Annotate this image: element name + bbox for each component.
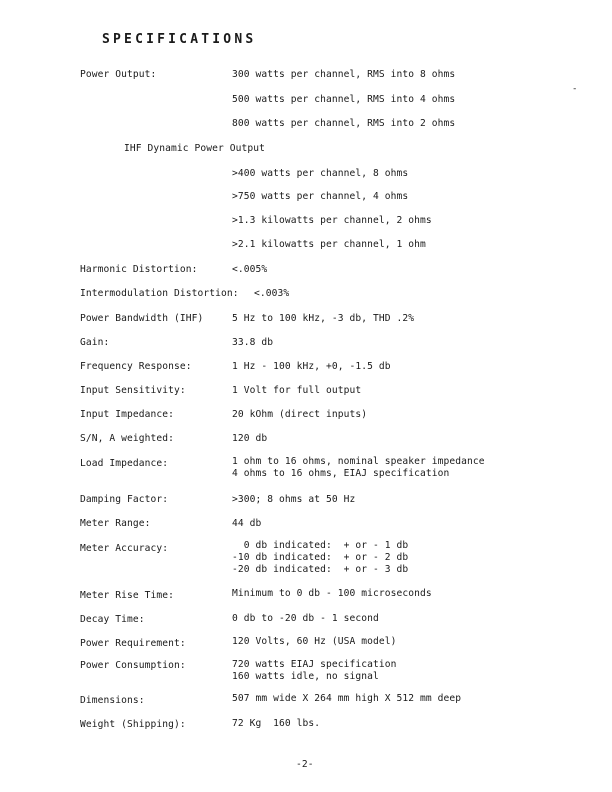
bandwidth-label: Power Bandwidth (IHF): [80, 313, 204, 324]
load-line-2: 4 ohms to 16 ohms, EIAJ specification: [232, 468, 450, 479]
ihf-line-1: >400 watts per channel, 8 ohms: [232, 168, 409, 179]
sensitivity-value: 1 Volt for full output: [232, 385, 362, 396]
meter-range-value: 44 db: [232, 518, 262, 529]
impedance-value: 20 kOhm (direct inputs): [232, 409, 368, 420]
gain-value: 33.8 db: [232, 337, 274, 348]
intermod-label: Intermodulation Distortion:: [80, 288, 239, 299]
meter-range-label: Meter Range:: [80, 518, 151, 529]
ihf-line-3: >1.3 kilowatts per channel, 2 ohms: [232, 215, 432, 226]
ihf-label: IHF Dynamic Power Output: [124, 143, 266, 154]
power-req-value: 120 Volts, 60 Hz (USA model): [232, 636, 397, 647]
meter-accuracy-label: Meter Accuracy:: [80, 543, 169, 554]
damping-value: >300; 8 ohms at 50 Hz: [232, 494, 356, 505]
sn-value: 120 db: [232, 433, 268, 444]
impedance-label: Input Impedance:: [80, 409, 175, 420]
meter-rise-label: Meter Rise Time:: [80, 590, 175, 601]
power-output-line-3: 800 watts per channel, RMS into 2 ohms: [232, 118, 456, 129]
meter-accuracy-line-3: -20 db indicated: + or - 3 db: [232, 564, 409, 575]
bandwidth-value: 5 Hz to 100 kHz, -3 db, THD .2%: [232, 313, 415, 324]
load-line-1: 1 ohm to 16 ohms, nominal speaker impedance: [232, 456, 485, 467]
power-cons-label: Power Consumption:: [80, 660, 186, 671]
gain-label: Gain:: [80, 337, 110, 348]
freq-value: 1 Hz - 100 kHz, +0, -1.5 db: [232, 361, 391, 372]
ihf-line-4: >2.1 kilowatts per channel, 1 ohm: [232, 239, 426, 250]
power-output-line-2: 500 watts per channel, RMS into 4 ohms: [232, 94, 456, 105]
meter-rise-value: Minimum to 0 db - 100 microseconds: [232, 588, 432, 599]
harmonic-label: Harmonic Distortion:: [80, 264, 198, 275]
page-number: -2-: [296, 759, 314, 770]
weight-value: 72 Kg 160 lbs.: [232, 718, 321, 729]
margin-mark: -: [572, 84, 578, 94]
ihf-line-2: >750 watts per channel, 4 ohms: [232, 191, 409, 202]
power-cons-line-2: 160 watts idle, no signal: [232, 671, 379, 682]
decay-label: Decay Time:: [80, 614, 145, 625]
dimensions-value: 507 mm wide X 264 mm high X 512 mm deep: [232, 693, 462, 704]
damping-label: Damping Factor:: [80, 494, 169, 505]
decay-value: 0 db to -20 db - 1 second: [232, 613, 379, 624]
intermod-value: <.003%: [254, 288, 290, 299]
power-req-label: Power Requirement:: [80, 638, 186, 649]
sensitivity-label: Input Sensitivity:: [80, 385, 186, 396]
dimensions-label: Dimensions:: [80, 695, 145, 706]
weight-label: Weight (Shipping):: [80, 719, 186, 730]
meter-accuracy-line-2: -10 db indicated: + or - 2 db: [232, 552, 409, 563]
power-cons-line-1: 720 watts EIAJ specification: [232, 659, 397, 670]
freq-label: Frequency Response:: [80, 361, 192, 372]
load-label: Load Impedance:: [80, 458, 169, 469]
harmonic-value: <.005%: [232, 264, 268, 275]
power-output-label: Power Output:: [80, 69, 157, 80]
page-title: SPECIFICATIONS: [102, 32, 257, 47]
power-output-line-1: 300 watts per channel, RMS into 8 ohms: [232, 69, 456, 80]
meter-accuracy-line-1: 0 db indicated: + or - 1 db: [232, 540, 409, 551]
sn-label: S/N, A weighted:: [80, 433, 175, 444]
